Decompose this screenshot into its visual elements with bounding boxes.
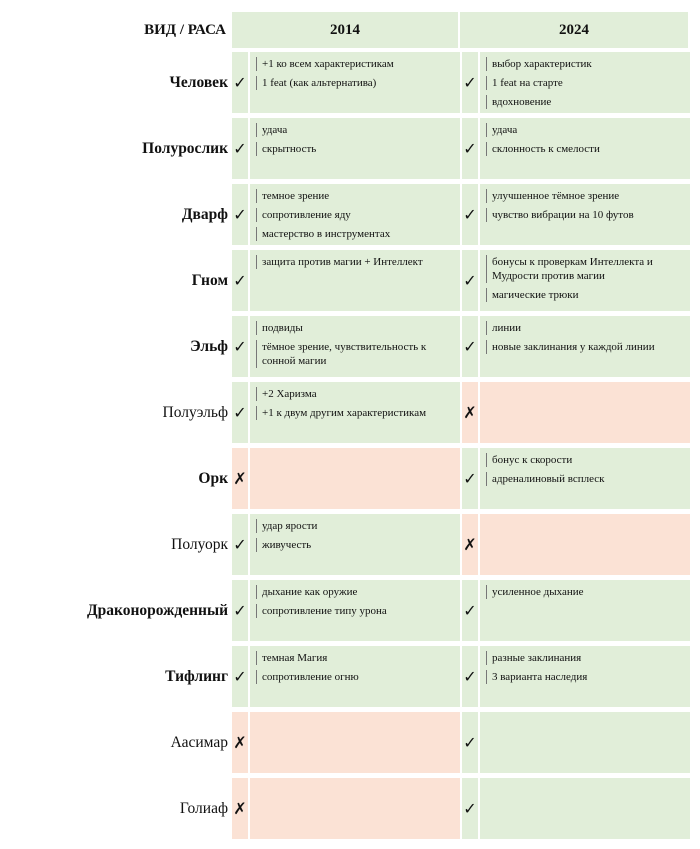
check-mark-icon: ✓: [232, 514, 248, 575]
race-name: Полуэльф: [162, 403, 228, 421]
features-2014-cell: [250, 712, 460, 773]
check-mark-icon: ✓: [462, 184, 478, 245]
feature-item: выбор характеристик: [486, 57, 684, 71]
race-name: Тифлинг: [165, 667, 228, 685]
features-2014-cell: [250, 646, 460, 707]
features-2024-cell: [480, 184, 690, 245]
feature-item: магические трюки: [486, 288, 684, 302]
check-mark-icon: ✓: [232, 646, 248, 707]
race-column-header: ВИД / РАСА: [144, 21, 226, 38]
race-name: Орк: [198, 469, 228, 487]
features-2014-cell: [250, 250, 460, 311]
race-row: [0, 250, 690, 311]
feature-item: вдохновение: [486, 95, 684, 109]
header-row: [0, 12, 690, 48]
feature-item: темная Магия: [256, 651, 454, 665]
features-2024-cell: [480, 646, 690, 707]
race-row: [0, 712, 690, 773]
feature-item: линии: [486, 321, 684, 335]
feature-item: чувство вибрации на 10 футов: [486, 208, 684, 222]
race-row: [0, 316, 690, 377]
race-name: Полурослик: [142, 139, 228, 157]
cross-mark-icon: ✗: [462, 382, 478, 443]
check-mark-icon: ✓: [462, 646, 478, 707]
check-mark-icon: ✓: [232, 580, 248, 641]
features-2024-cell: [480, 250, 690, 311]
race-row: [0, 184, 690, 245]
features-2024-cell: [480, 514, 690, 575]
feature-item: сопротивление типу урона: [256, 604, 454, 618]
check-mark-icon: ✓: [232, 52, 248, 113]
features-2014-cell: [250, 514, 460, 575]
race-name: Драконорожденный: [86, 601, 228, 619]
race-row: [0, 778, 690, 839]
features-2024-cell: [480, 712, 690, 773]
check-mark-icon: ✓: [462, 118, 478, 179]
features-2014-cell: [250, 118, 460, 179]
year-2024-header: 2024: [460, 12, 688, 48]
race-row: [0, 514, 690, 575]
feature-item: новые заклинания у каждой линии: [486, 340, 684, 354]
feature-item: живучесть: [256, 538, 454, 552]
race-name: Эльф: [190, 337, 228, 355]
feature-item: +1 к двум другим характеристикам: [256, 406, 454, 420]
race-name: Полуорк: [171, 535, 228, 553]
features-2024-cell: [480, 52, 690, 113]
feature-item: бонусы к проверкам Интеллекта и Мудрости против магии: [486, 255, 684, 283]
features-2014-cell: [250, 52, 460, 113]
features-2024-cell: [480, 316, 690, 377]
feature-item: адреналиновый всплеск: [486, 472, 684, 486]
check-mark-icon: ✓: [462, 52, 478, 113]
features-2014-cell: [250, 184, 460, 245]
feature-item: тёмное зрение, чувствительность к сонной магии: [256, 340, 454, 368]
feature-item: +2 Харизма: [256, 387, 454, 401]
race-row: [0, 580, 690, 641]
cross-mark-icon: ✗: [232, 448, 248, 509]
feature-item: склонность к смелости: [486, 142, 684, 156]
race-name: Голиаф: [179, 799, 228, 817]
feature-item: дыхание как оружие: [256, 585, 454, 599]
cross-mark-icon: ✗: [232, 778, 248, 839]
feature-item: сопротивление огню: [256, 670, 454, 684]
feature-item: удар ярости: [256, 519, 454, 533]
race-row: [0, 382, 690, 443]
feature-item: бонус к скорости: [486, 453, 684, 467]
year-2014-header: 2014: [232, 12, 458, 48]
check-mark-icon: ✓: [232, 250, 248, 311]
feature-item: 3 варианта наследия: [486, 670, 684, 684]
feature-item: разные заклинания: [486, 651, 684, 665]
feature-item: сопротивление яду: [256, 208, 454, 222]
feature-item: скрытность: [256, 142, 454, 156]
feature-item: удача: [486, 123, 684, 137]
check-mark-icon: ✓: [232, 184, 248, 245]
race-rows: [0, 52, 690, 839]
race-name: Дварф: [181, 205, 228, 223]
features-2014-cell: [250, 448, 460, 509]
features-2024-cell: [480, 778, 690, 839]
race-row: [0, 118, 690, 179]
feature-item: улучшенное тёмное зрение: [486, 189, 684, 203]
feature-item: защита против магии + Интеллект: [256, 255, 454, 269]
check-mark-icon: ✓: [462, 580, 478, 641]
race-row: [0, 646, 690, 707]
check-mark-icon: ✓: [462, 778, 478, 839]
race-name: Аасимар: [170, 733, 228, 751]
feature-item: темное зрение: [256, 189, 454, 203]
race-name: Человек: [169, 73, 228, 91]
features-2024-cell: [480, 448, 690, 509]
features-2014-cell: [250, 580, 460, 641]
feature-item: удача: [256, 123, 454, 137]
check-mark-icon: ✓: [462, 250, 478, 311]
feature-item: 1 feat (как альтернатива): [256, 76, 454, 90]
cross-mark-icon: ✗: [232, 712, 248, 773]
features-2024-cell: [480, 382, 690, 443]
feature-item: подвиды: [256, 321, 454, 335]
check-mark-icon: ✓: [232, 118, 248, 179]
race-row: [0, 52, 690, 113]
features-2024-cell: [480, 118, 690, 179]
features-2014-cell: [250, 382, 460, 443]
cross-mark-icon: ✗: [462, 514, 478, 575]
check-mark-icon: ✓: [232, 382, 248, 443]
check-mark-icon: ✓: [232, 316, 248, 377]
feature-item: мастерство в инструментах: [256, 227, 454, 241]
feature-item: +1 ко всем характеристикам: [256, 57, 454, 71]
check-mark-icon: ✓: [462, 712, 478, 773]
features-2024-cell: [480, 580, 690, 641]
comparison-table: [0, 12, 690, 844]
feature-item: 1 feat на старте: [486, 76, 684, 90]
check-mark-icon: ✓: [462, 448, 478, 509]
features-2014-cell: [250, 316, 460, 377]
check-mark-icon: ✓: [462, 316, 478, 377]
race-name: Гном: [191, 271, 228, 289]
feature-item: усиленное дыхание: [486, 585, 684, 599]
race-row: [0, 448, 690, 509]
features-2014-cell: [250, 778, 460, 839]
